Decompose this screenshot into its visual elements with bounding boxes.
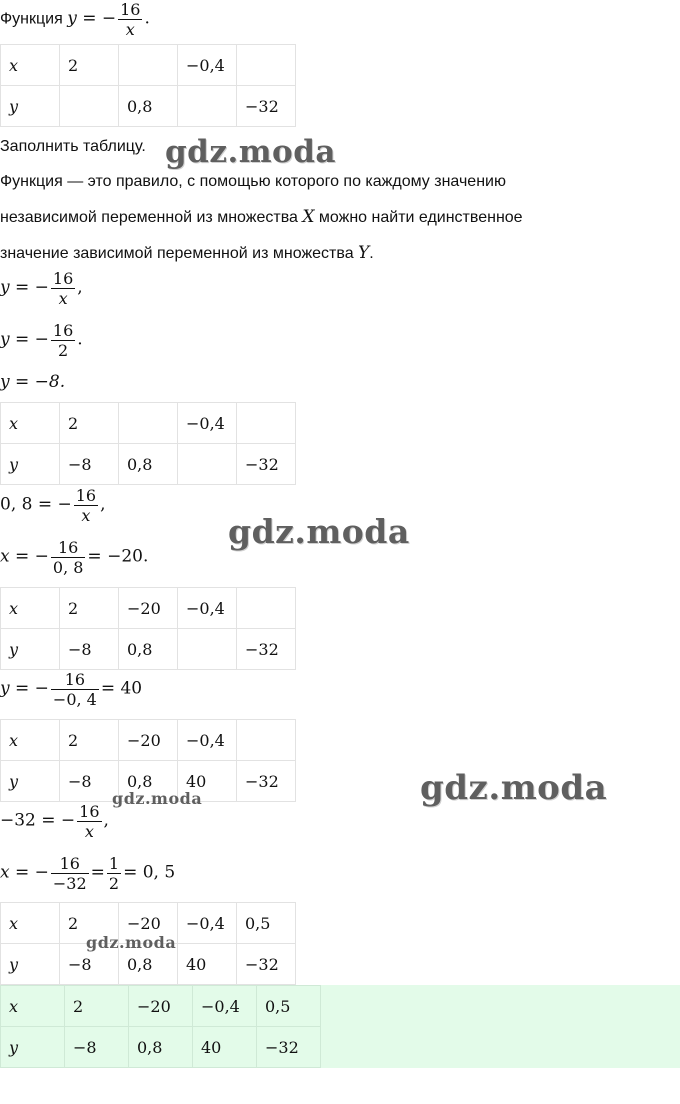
eq-equals: = — [90, 862, 105, 883]
table-cell: 0,8 — [129, 1027, 193, 1068]
numerator: 16 — [51, 854, 89, 874]
table-cell: −8 — [60, 944, 119, 985]
eq-fraction-2 — [107, 854, 121, 893]
denominator: 2 — [108, 874, 120, 893]
table-cell: −8 — [60, 761, 119, 802]
denominator: 2 — [57, 341, 69, 360]
eq-lhs: x = − — [0, 546, 49, 567]
eq-tail: , — [103, 810, 109, 831]
denominator: −32 — [52, 874, 87, 893]
watermark: gdz.moda — [420, 768, 608, 808]
eq-lhs: −32 = − — [0, 810, 76, 831]
table-cell: 2 — [60, 588, 119, 629]
table-cell: y — [1, 629, 60, 670]
eq-lhs: y = − — [0, 277, 49, 298]
table-cell — [178, 444, 237, 485]
table-cell: 2 — [60, 903, 119, 944]
definition-line-3 — [0, 243, 374, 263]
step-equation-5 — [0, 538, 148, 577]
table-cell — [119, 45, 178, 86]
watermark: gdz.moda — [228, 512, 410, 551]
eq-fraction — [51, 854, 89, 893]
step-equation-7 — [0, 802, 109, 841]
table-cell: −32 — [257, 1027, 321, 1068]
table-cell: x — [1, 588, 60, 629]
table-cell: 40 — [178, 944, 237, 985]
denominator: x — [81, 506, 91, 525]
table-row-x — [1, 588, 296, 629]
table-row-x — [1, 403, 296, 444]
table-cell: 0,5 — [237, 903, 296, 944]
table-cell: y — [1, 944, 60, 985]
step-equation-4 — [0, 486, 106, 525]
table-cell: −20 — [129, 986, 193, 1027]
denominator: x — [125, 20, 135, 39]
table-cell: 0,5 — [257, 986, 321, 1027]
numerator: 1 — [108, 854, 120, 873]
step-equation-1 — [0, 269, 83, 308]
numerator: 16 — [120, 0, 141, 19]
formula-lhs: y = − — [67, 8, 117, 29]
eq-tail: = 0, 5 — [123, 862, 176, 883]
table-cell: y — [1, 86, 60, 127]
numerator: 16 — [52, 269, 74, 288]
eq-fraction — [77, 802, 101, 841]
denominator: −0, 4 — [52, 690, 97, 709]
table-cell: −32 — [237, 86, 296, 127]
table-cell — [237, 720, 296, 761]
table-cell: x — [1, 986, 65, 1027]
table-cell: −20 — [119, 720, 178, 761]
table-cell — [119, 403, 178, 444]
table-cell: −32 — [237, 944, 296, 985]
table-row-y — [1, 444, 296, 485]
table-cell: 0,8 — [119, 944, 178, 985]
table-cell — [178, 86, 237, 127]
table-cell: 0,8 — [119, 629, 178, 670]
table-cell — [60, 86, 119, 127]
denominator: x — [84, 822, 94, 841]
formula-fraction — [118, 0, 142, 39]
step-equation-8 — [0, 854, 175, 893]
table-cell: 2 — [60, 45, 119, 86]
eq-fraction — [51, 269, 75, 308]
table-filler — [321, 986, 680, 1027]
table-cell: −32 — [237, 444, 296, 485]
eq-tail: , — [100, 494, 106, 515]
table-cell: −0,4 — [178, 403, 237, 444]
value-table-initial — [0, 44, 296, 127]
def-text: можно найти единственное — [314, 209, 523, 226]
table-filler — [321, 1027, 680, 1068]
value-table-step-2 — [0, 587, 296, 670]
table-cell: y — [1, 761, 60, 802]
table-cell: 0,8 — [119, 86, 178, 127]
eq-fraction — [51, 538, 86, 577]
def-text: значение зависимой переменной из множества — [0, 245, 359, 262]
table-cell: 0,8 — [119, 444, 178, 485]
table-cell: −0,4 — [178, 588, 237, 629]
set-y: Y — [358, 243, 370, 263]
step-equation-2 — [0, 321, 83, 360]
def-text: независимой переменной из множества — [0, 209, 303, 226]
table-cell — [237, 588, 296, 629]
table-row-y — [1, 629, 296, 670]
step-equation-3: y = −8. — [0, 372, 66, 392]
table-cell: 2 — [60, 403, 119, 444]
eq-tail: = 40 — [100, 678, 143, 699]
eq-lhs: y = − — [0, 678, 49, 699]
table-cell: −32 — [237, 629, 296, 670]
definition-line-2 — [0, 207, 523, 227]
table-cell: −20 — [119, 588, 178, 629]
eq-fraction — [51, 670, 99, 709]
eq-fraction — [74, 486, 98, 525]
table-cell: x — [1, 45, 60, 86]
table-cell: −0,4 — [178, 720, 237, 761]
table-cell: 40 — [193, 1027, 257, 1068]
step-equation-6 — [0, 670, 142, 709]
table-cell: −20 — [119, 903, 178, 944]
table-cell: 2 — [60, 720, 119, 761]
formula-tail: . — [144, 8, 150, 29]
task-text: Заполнить таблицу. — [0, 138, 146, 155]
table-row-y — [1, 1027, 680, 1068]
table-cell: x — [1, 403, 60, 444]
eq-lhs: 0, 8 = − — [0, 494, 72, 515]
function-header — [0, 0, 150, 39]
value-table-step-1 — [0, 402, 296, 485]
table-cell: −0,4 — [193, 986, 257, 1027]
table-cell: x — [1, 903, 60, 944]
table-cell: −8 — [60, 444, 119, 485]
eq-tail: . — [77, 329, 83, 350]
table-row-x — [1, 720, 296, 761]
table-cell — [237, 403, 296, 444]
intro-label: Функция — [0, 10, 63, 28]
table-cell: 0,8 — [119, 761, 178, 802]
table-cell — [237, 45, 296, 86]
table-cell: −0,4 — [178, 903, 237, 944]
def-text: . — [369, 245, 374, 262]
table-row-x — [1, 45, 296, 86]
eq-lhs: y = − — [0, 329, 49, 350]
table-row-y — [1, 86, 296, 127]
table-cell: 2 — [65, 986, 129, 1027]
numerator: 16 — [79, 802, 100, 821]
table-cell: −8 — [65, 1027, 129, 1068]
eq-tail: = −20. — [87, 546, 149, 567]
table-row-x — [1, 986, 680, 1027]
table-cell: y — [1, 444, 60, 485]
table-cell: x — [1, 720, 60, 761]
table-cell: −0,4 — [178, 45, 237, 86]
eq-tail: , — [77, 277, 83, 298]
denominator: x — [58, 289, 68, 308]
numerator: 16 — [51, 538, 86, 558]
watermark: gdz.moda — [112, 789, 203, 808]
table-cell: 40 — [178, 761, 237, 802]
table-cell: −8 — [60, 629, 119, 670]
eq-lhs: x = − — [0, 862, 49, 883]
numerator: 16 — [75, 486, 97, 505]
denominator: 0, 8 — [52, 558, 84, 577]
value-table-answer — [0, 985, 680, 1068]
definition-line-1: Функция — это правило, с помощью которого по каждому значению — [0, 173, 506, 190]
table-cell — [178, 629, 237, 670]
watermark: gdz.moda — [86, 933, 177, 952]
set-x: X — [302, 207, 315, 227]
watermark: gdz.moda — [165, 134, 336, 170]
numerator: 16 — [52, 321, 74, 340]
numerator: 16 — [51, 670, 99, 690]
table-cell: y — [1, 1027, 65, 1068]
eq-fraction — [51, 321, 75, 360]
table-cell: −32 — [237, 761, 296, 802]
